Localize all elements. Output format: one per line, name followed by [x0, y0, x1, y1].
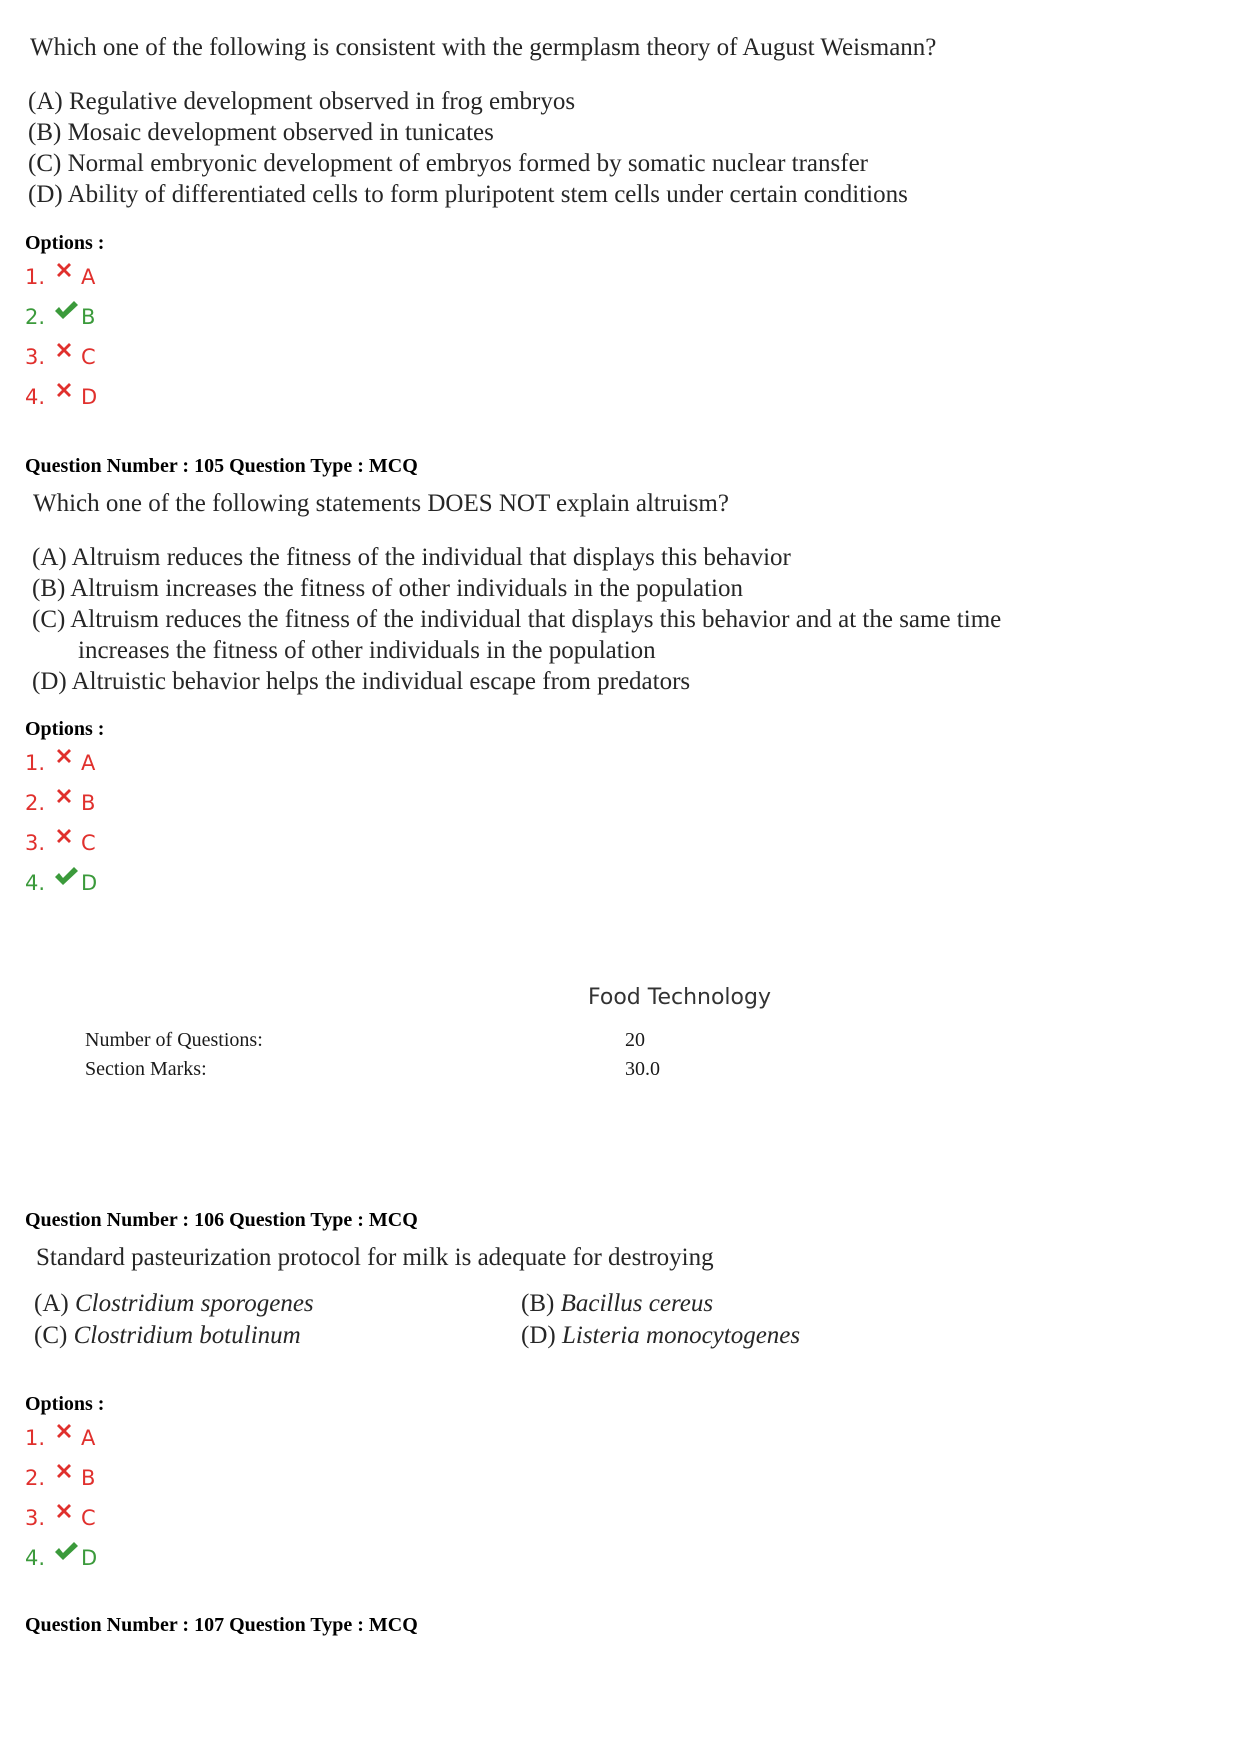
- cross-icon: [53, 379, 81, 403]
- choice-prefix: (C): [34, 1322, 68, 1349]
- option-number: 2.: [25, 791, 46, 815]
- option-letter: C: [81, 831, 96, 855]
- cross-icon: [53, 1500, 81, 1524]
- cross-icon: [53, 785, 81, 809]
- cross-icon: [53, 1420, 81, 1444]
- choice-organism: Clostridium sporogenes: [74, 1290, 314, 1317]
- option-letter: B: [81, 791, 96, 815]
- options-label: Options :: [25, 1393, 105, 1415]
- options-list-105: [25, 748, 97, 898]
- choice-organism: Bacillus cereus: [560, 1290, 714, 1317]
- choice-d: [521, 1320, 800, 1351]
- option-letter: B: [81, 1466, 96, 1490]
- choice-d: (D) Altruistic behavior helps the individual escape from predators: [32, 668, 691, 695]
- choice-prefix: (A): [34, 1290, 69, 1317]
- choice-a: (A) Regulative development observed in frog embryos: [28, 88, 576, 115]
- question-107-header: Question Number : 107 Question Type : MCQ: [25, 1614, 418, 1636]
- check-icon: [53, 1540, 81, 1564]
- question-105-header: Question Number : 105 Question Type : MCQ: [25, 455, 418, 477]
- option-number: 4.: [25, 385, 46, 409]
- option-letter: D: [81, 871, 98, 895]
- cross-icon: [53, 339, 81, 363]
- section-title: Food Technology: [588, 985, 771, 1010]
- option-number: 4.: [25, 1546, 46, 1570]
- option-letter: A: [81, 1426, 96, 1450]
- question-106-stem: Standard pasteurization protocol for milk is adequate for destroying: [36, 1244, 714, 1271]
- choice-organism: Clostridium botulinum: [73, 1322, 301, 1349]
- option-2: [25, 302, 97, 332]
- option-number: 3.: [25, 345, 46, 369]
- option-number: 3.: [25, 831, 46, 855]
- options-label: Options :: [25, 718, 105, 740]
- option-number: 1.: [25, 265, 46, 289]
- option-2: [25, 1463, 97, 1493]
- choice-c: [34, 1320, 301, 1351]
- question-106-header: Question Number : 106 Question Type : MCQ: [25, 1209, 418, 1231]
- options-list-106: [25, 1423, 97, 1573]
- choice-b: (B) Altruism increases the fitness of other individuals in the population: [32, 575, 743, 602]
- option-1: [25, 1423, 97, 1453]
- option-letter: A: [81, 265, 96, 289]
- option-number: 3.: [25, 1506, 46, 1530]
- question-104-choices: [28, 86, 908, 210]
- cross-icon: [53, 259, 81, 283]
- choice-a: [34, 1288, 314, 1319]
- choice-b: (B) Mosaic development observed in tunicates: [28, 119, 494, 146]
- choice-organism: Listeria monocytogenes: [561, 1322, 801, 1349]
- question-105-stem: Which one of the following statements DOES NOT explain altruism?: [33, 490, 729, 517]
- option-2: [25, 788, 97, 818]
- option-letter: C: [81, 1506, 96, 1530]
- option-number: 4.: [25, 871, 46, 895]
- option-3: [25, 828, 97, 858]
- option-4: [25, 1543, 97, 1573]
- choice-prefix: (B): [521, 1290, 555, 1317]
- section-row-value: 30.0: [625, 1058, 660, 1080]
- option-letter: D: [81, 1546, 98, 1570]
- option-4: [25, 382, 97, 412]
- section-row-value: 20: [625, 1029, 645, 1051]
- cross-icon: [53, 1460, 81, 1484]
- option-number: 2.: [25, 305, 46, 329]
- cross-icon: [53, 745, 81, 769]
- choice-d: (D) Ability of differentiated cells to form pluripotent stem cells under certain conditions: [28, 181, 908, 208]
- option-letter: B: [81, 305, 96, 329]
- option-letter: D: [81, 385, 98, 409]
- options-label: Options :: [25, 232, 105, 254]
- options-list-104: [25, 262, 97, 412]
- check-icon: [53, 865, 81, 889]
- option-letter: A: [81, 751, 96, 775]
- option-number: 1.: [25, 1426, 46, 1450]
- option-4: [25, 868, 97, 898]
- choice-c: (C) Normal embryonic development of embryos formed by somatic nuclear transfer: [28, 150, 869, 177]
- option-3: [25, 1503, 97, 1533]
- section-row-label: Number of Questions:: [85, 1029, 263, 1051]
- choice-a: (A) Altruism reduces the fitness of the individual that displays this behavior: [32, 544, 791, 571]
- question-105-choices: [32, 542, 1001, 697]
- choice-prefix: (D): [521, 1322, 556, 1349]
- choice-c: (C) Altruism reduces the fitness of the individual that displays this behavior and at the same time: [32, 606, 1002, 633]
- check-icon: [53, 299, 81, 323]
- choice-c-continued: increases the fitness of other individuals in the population: [78, 637, 656, 664]
- section-row-label: Section Marks:: [85, 1058, 207, 1080]
- cross-icon: [53, 825, 81, 849]
- option-1: [25, 748, 97, 778]
- option-letter: C: [81, 345, 96, 369]
- option-3: [25, 342, 97, 372]
- option-number: 2.: [25, 1466, 46, 1490]
- choice-b: [521, 1288, 713, 1319]
- option-number: 1.: [25, 751, 46, 775]
- question-104-stem: Which one of the following is consistent with the germplasm theory of August Weismann?: [30, 34, 937, 61]
- option-1: [25, 262, 97, 292]
